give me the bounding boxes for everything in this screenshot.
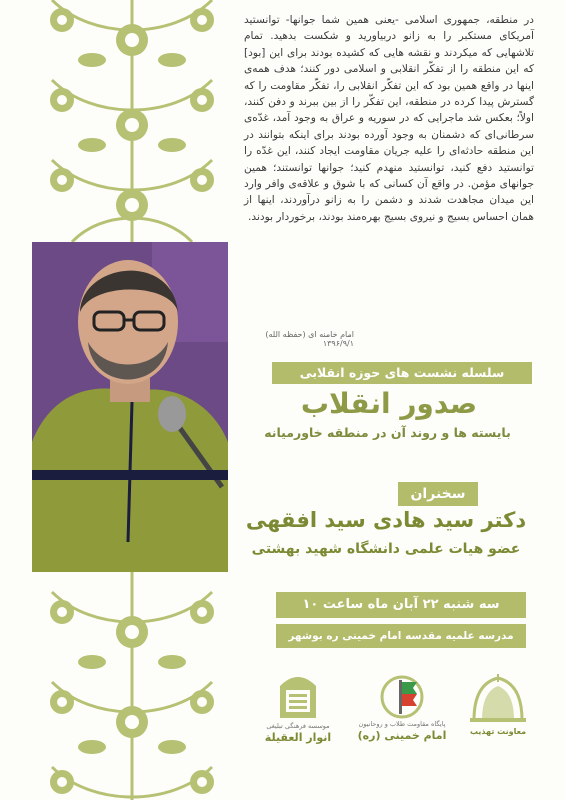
imam-caption-small: پایگاه مقاومت طلاب و روحانیون <box>358 720 446 728</box>
imam-caption: امام خمینی (ره) <box>357 729 447 742</box>
floral-ornament-bottom <box>32 572 232 800</box>
tahzib-deputy-logo <box>454 674 542 737</box>
quote-text: در منطقه، جمهوری اسلامی -یعنی همین شما جوانها- توانستید آمریکای مستکبر را به زانو دربیاورید و شکست بدهید. تمام تلاشهایی که میکردند و نقشه هایی که کشیده بودند برای این [بود] که این منطقه را از تفکّر انقلابی و اسلامی دور کنند؛ هدف همه‌ی اینها در واقع همین بود که این تفکّر انقلابی را، تفکّر مقاومت را که گسترش پیدا کرده در منطقه، این تفکّر را از بین ببرند و دفن کنند، اولاً؛ بعکس شد ماجرایی که در سوریه و عراق به وجود آمد، غدّه‌ی سرطانی‌ای که دشمنان به وجود آورده بودند برای اینکه بتوانند در این منطقه حادثه‌ای را علیه جریان مقاومت ایجاد کنند، این غدّه را توانستید دفع کنید، توانستید منهدم کنید؛ جوانها توانستند؛ همین جوانهای مؤمن. در واقع آن کسانی که با شوق و علاقه‌ی وافر وارد این میدان مجاهدت شدند و دشمن را به زانو درآوردند، اینها از همان احساس بسیج و نیروی بسیج بهره‌مند بودند، برخوردار بودند. <box>244 14 534 223</box>
event-datetime: سه شنبه ۲۲ آبان ماه ساعت ۱۰ <box>276 592 526 618</box>
event-venue: مدرسه علمیه مقدسه امام خمینی ره بوشهر <box>276 624 526 648</box>
tahzib-caption: معاونت تهذیب <box>469 727 527 736</box>
anvar-emblem-icon <box>276 674 320 722</box>
leader-quote <box>244 12 534 225</box>
quote-signature: امام خامنه ای (حفظه الله) ۱۳۹۶/۹/۱ <box>265 330 354 348</box>
anvar-caption-small: موسسه فرهنگی تبلیغی <box>266 722 330 730</box>
dome-emblem-icon <box>468 674 528 726</box>
flag-emblem-icon <box>379 674 425 720</box>
speaker-photo <box>32 242 228 572</box>
series-label: سلسله نشست های حوزه انقلابی <box>272 362 532 384</box>
anvar-aqilah-logo <box>258 674 338 744</box>
anvar-caption: انوار العقیلة <box>264 731 332 744</box>
imam-khomeini-base-logo <box>352 674 452 742</box>
speakers-heading: سخنران <box>398 482 478 506</box>
floral-ornament-top <box>32 0 232 242</box>
speaker-name: دکتر سید هادی سید افقهی <box>245 508 527 532</box>
speaker-role: عضو هیات علمی دانشگاه شهید بهشتی <box>251 541 521 557</box>
event-subtitle: بایسته ها و روند آن در منطقه خاورمیانه <box>264 425 511 440</box>
event-title: صدور انقلاب <box>300 387 478 420</box>
